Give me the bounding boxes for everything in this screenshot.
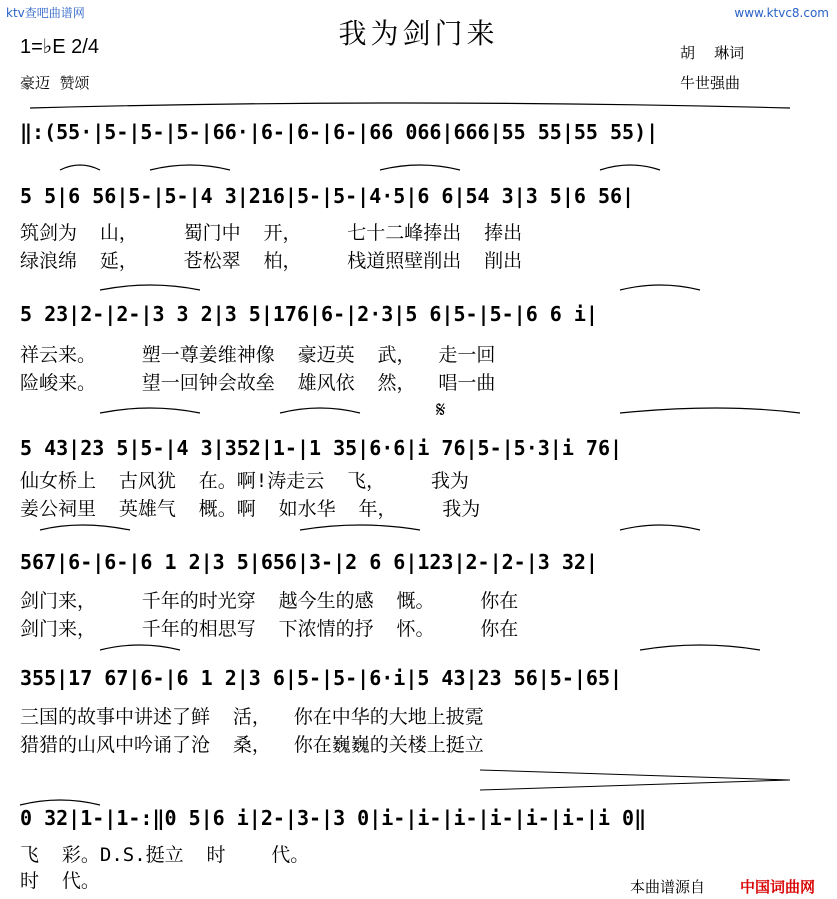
lyricist-credit: 胡 琳词 [680, 44, 745, 62]
notation-row-2: 5 5|6 56|5-|5-|4 3|216|5-|5-|4·5|6 6|54 3|3 5|6 56| [20, 184, 635, 208]
lyrics-row-7-verse-2: 时 代。 [20, 870, 100, 892]
notation-row-5: 567|6-|6-|6 1 2|3 5|656|3-|2 6 6|123|2-|2-|3 32| [20, 550, 598, 574]
lyrics-row-5-verse-1: 剑门来， 千年的时光穿 越今生的感 慨。 你在 [20, 590, 519, 612]
lyrics-row-4-verse-2: 姜公祠里 英雄气 概。啊 如水华 年， 我为 [20, 498, 481, 520]
key-signature: 1=♭E 2/4 [20, 36, 99, 58]
lyrics-row-5-verse-2: 剑门来， 千年的相思写 下浓情的抒 怀。 你在 [20, 618, 519, 640]
lyrics-row-4-verse-1: 仙女桥上 古风犹 在。啊!涛走云 飞， 我为 [20, 470, 469, 492]
notation-row-1: ‖:(55·|5-|5-|5-|66·|6-|6-|6-|66 066|666|55 55|55 55)| [20, 120, 659, 144]
segno-sign: 𝄋 [436, 398, 446, 423]
lyrics-row-3-verse-1: 祥云来。 塑一尊姜维神像 豪迈英 武， 走一回 [20, 344, 496, 366]
lyrics-row-7-verse-1: 飞 彩。D.S.挺立 时 代。 [20, 844, 310, 866]
notation-row-7: 0 32|1-|1-:‖0 5|6 i|2-|3-|3 0|i-|i-|i-|i-|i-|i-|i 0‖ [20, 806, 647, 830]
lyrics-row-2-verse-1: 筑剑为 山， 蜀门中 开， 七十二峰捧出 捧出 [20, 222, 523, 244]
lyrics-row-6-verse-2: 猎猎的山风中吟诵了沧 桑， 你在巍巍的关楼上挺立 [20, 734, 484, 756]
footer-site[interactable]: 中国词曲网 [740, 878, 816, 896]
tempo-marking: 豪迈 赞颂 [20, 74, 90, 92]
notation-row-3: 5 23|2-|2-|3 3 2|3 5|176|6-|2·3|5 6|5-|5-|6 6 i| [20, 302, 598, 326]
lyrics-row-6-verse-1: 三国的故事中讲述了鲜 活， 你在中华的大地上披霓 [20, 706, 484, 728]
notation-row-6: 355|17 67|6-|6 1 2|3 6|5-|5-|6·i|5 43|23 56|5-|65| [20, 666, 623, 690]
song-title: 我为剑门来 [338, 17, 499, 50]
watermark-right: www.ktvc8.com [734, 6, 829, 20]
notation-row-4: 5 43|23 5|5-|4 3|352|1-|1 35|6·6|i 76|5-|5·3|i 76| [20, 436, 623, 460]
composer-credit: 牛世强曲 [680, 74, 741, 92]
lyrics-row-2-verse-2: 绿浪绵 延， 苍松翠 柏， 栈道照壁削出 削出 [20, 250, 523, 272]
lyrics-row-3-verse-2: 险峻来。 望一回钟会故垒 雄风依 然， 唱一曲 [20, 372, 496, 394]
watermark-left: ktv查吧曲谱网 [6, 6, 85, 20]
footer-source: 本曲谱源自 [630, 878, 706, 896]
